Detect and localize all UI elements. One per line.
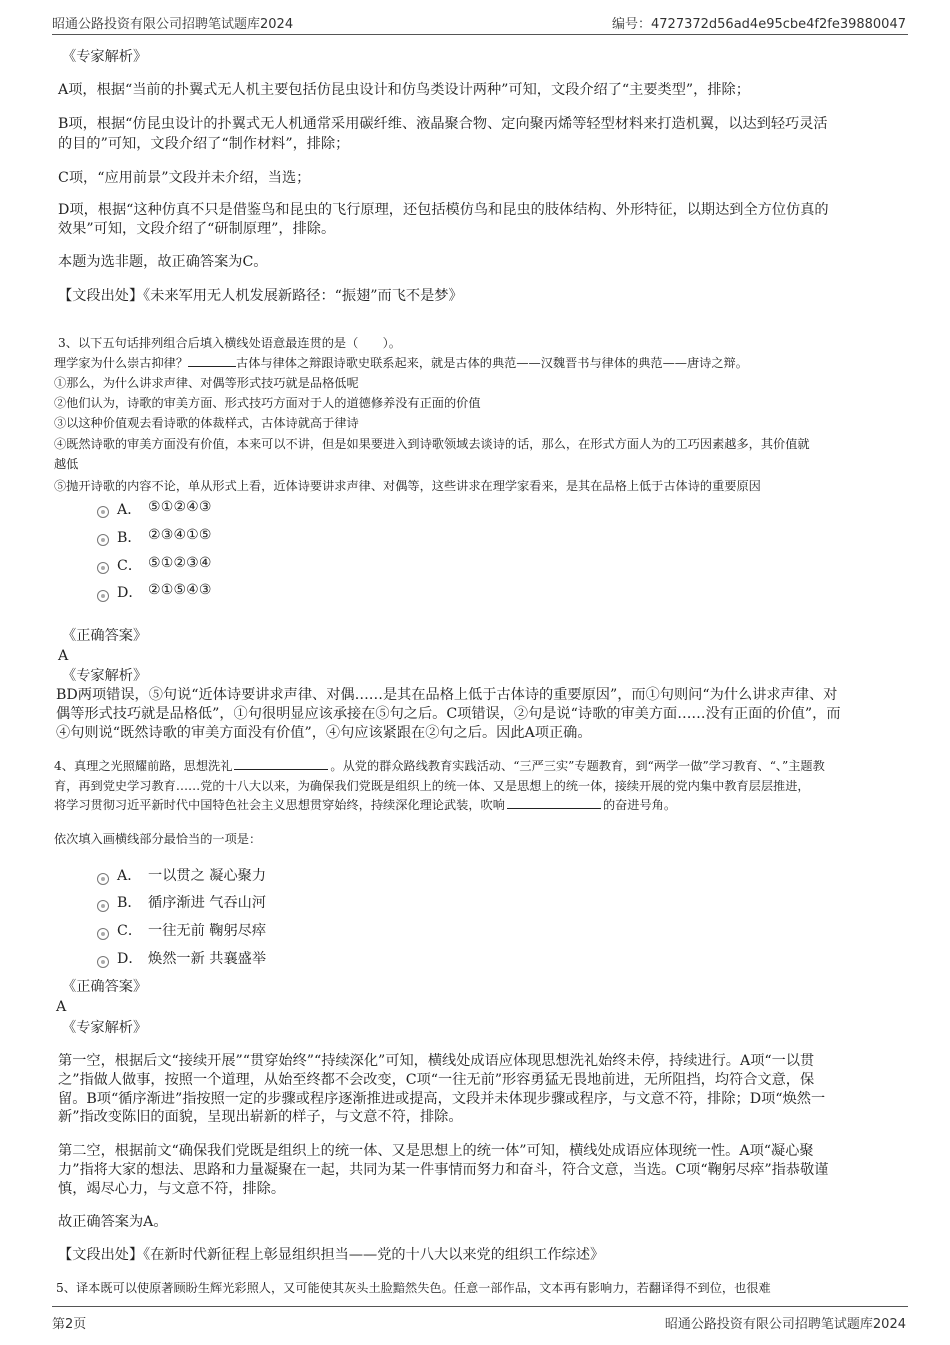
page-number: 第2页 xyxy=(52,1317,87,1332)
answer-label: 《正确答案》 xyxy=(62,628,148,644)
sentence-4-line2: 越低 xyxy=(54,457,79,471)
question-3-stem: 3、以下五句话排列组合后填入横线处语意最连贯的是（ ）。 xyxy=(58,336,401,350)
option-key: D． xyxy=(117,951,143,967)
question-4-stem-line2: 育，再到党史学习教育……党的十八大以来，为确保我们党既是组织上的统一体、又是思想上的统一体，接续开展的党内集中教育层层推进， xyxy=(54,779,810,793)
passage-text-post: 古体与律体之辩跟诗歌史联系起来，就是古体的典范——汉魏晋书与律体的典范——唐诗之辩。 xyxy=(236,356,748,370)
fill-blank xyxy=(507,796,601,809)
sentence-2: ②他们认为，诗歌的审美方面、形式技巧方面对于人的道德修养没有正面的价值 xyxy=(54,396,481,410)
header-title: 昭通公路投资有限公司招聘笔试题库2024 xyxy=(52,17,294,32)
stem-text-post: 。从党的群众路线教育实践活动、“三严三实”专题教育，到“两学一做”学习教育、“、”主题教 xyxy=(330,759,825,773)
header-divider xyxy=(52,34,908,35)
stem-text-pre: 4、真理之光照耀前路，思想洗礼 xyxy=(54,759,233,773)
analysis-para-a: A项，根据“当前的扑翼式无人机主要包括仿昆虫设计和仿鸟类设计两种”可知，文段介绍了“主要类型”，排除； xyxy=(58,82,750,98)
conclusion: 故正确答案为A。 xyxy=(58,1214,168,1230)
question-4-stem-line1 xyxy=(54,756,825,776)
option-key: A． xyxy=(117,868,142,884)
option-text: ②③④①⑤ xyxy=(148,527,212,543)
question-5-stem: 5、译本既可以使原著顾盼生辉光彩照人，又可能使其灰头土脸黯然失色。任意一部作品，文本再有影响力，若翻译得不到位，也很难 xyxy=(56,1281,771,1295)
radio-button[interactable] xyxy=(97,590,109,602)
radio-button[interactable] xyxy=(97,873,109,885)
source-citation: 【文段出处】《未来军用无人机发展新路径：“振翅”而飞不是梦》 xyxy=(58,288,463,304)
option-text: ②①⑤④③ xyxy=(148,582,212,598)
sentence-5: ⑤抛开诗歌的内容不论，单从形式上看，近体诗要讲求声律、对偶等，这些讲求在理学家看来，是其在品格上低于古体诗的重要原因 xyxy=(54,479,761,493)
sentence-1: ①那么，为什么讲求声律、对偶等形式技巧就是品格低呢 xyxy=(54,376,359,390)
option-text: 一以贯之 凝心聚力 xyxy=(148,868,267,884)
conclusion: 本题为选非题，故正确答案为C。 xyxy=(58,254,268,270)
analysis-label: 《专家解析》 xyxy=(62,1020,148,1036)
analysis-p1-line3: 留。B项“循序渐进”指按照一定的步骤或程序逐渐推进或提高，文段并未体现步骤或程序，与文意不符，排除；D项“焕然一 xyxy=(58,1091,826,1107)
analysis-p1-line4: 新”指改变陈旧的面貌，呈现出崭新的样子，与文意不符，排除。 xyxy=(58,1109,463,1125)
option-key: C． xyxy=(117,923,143,939)
analysis-para-b-line2: 的目的”可知，文段介绍了“制作材料”，排除； xyxy=(58,136,350,152)
option-key: D． xyxy=(117,585,143,601)
answer-value: A xyxy=(56,999,67,1015)
stem-text-post: 的奋进号角。 xyxy=(602,798,677,812)
stem-text-pre: 将学习贯彻习近平新时代中国特色社会主义思想贯穿始终，持续深化理论武装，吹响 xyxy=(54,798,505,812)
radio-button[interactable] xyxy=(97,900,109,912)
fill-blank xyxy=(188,354,236,367)
question-4-prompt: 依次填入画横线部分最恰当的一项是： xyxy=(54,832,262,846)
option-text: 一往无前 鞠躬尽瘁 xyxy=(148,923,267,939)
answer-value: A xyxy=(58,648,69,664)
option-text: 循序渐进 气吞山河 xyxy=(148,895,267,911)
document-id: 编号：4727372d56ad4e95cbe4f2fe39880047 xyxy=(612,17,906,32)
question-4-stem-line3 xyxy=(54,795,676,815)
analysis-para-d-line2: 效果”可知，文段介绍了“研制原理”，排除。 xyxy=(58,221,336,237)
option-text: 焕然一新 共襄盛举 xyxy=(148,951,267,967)
footer-title: 昭通公路投资有限公司招聘笔试题库2024 xyxy=(664,1317,906,1332)
analysis-p2-line3: 慎，竭尽心力，与文意不符，排除。 xyxy=(58,1181,286,1197)
option-key: B． xyxy=(117,530,142,546)
option-key: A． xyxy=(117,502,142,518)
question-3-passage xyxy=(54,353,748,373)
analysis-p2-line2: 力”指将大家的想法、思路和力量凝聚在一起，共同为某一件事情而努力和奋斗，符合文意，当选。C项“鞠躬尽瘁”指恭敬谨 xyxy=(58,1162,829,1178)
passage-text-pre: 理学家为什么崇古抑律？ xyxy=(54,356,189,370)
option-text: ⑤①②④③ xyxy=(148,499,212,515)
option-key: B． xyxy=(117,895,142,911)
radio-button[interactable] xyxy=(97,956,109,968)
footer-divider xyxy=(52,1306,908,1307)
sentence-3: ③以这种价值观去看诗歌的体裁样式，古体诗就高于律诗 xyxy=(54,416,359,430)
radio-button[interactable] xyxy=(97,928,109,940)
fill-blank xyxy=(234,757,328,770)
analysis-p2-line1: 第二空，根据前文“确保我们党既是组织上的统一体、又是思想上的统一体”可知，横线处成语应体现统一性。A项“凝心聚 xyxy=(58,1143,814,1159)
analysis-line-2: 偶等形式技巧就是品格低”，①句很明显应该承接在⑤句之后。C项错误，②句是说“诗歌的审美方面……没有正面的价值”，而 xyxy=(56,706,841,722)
source-citation: 【文段出处】《在新时代新征程上彰显组织担当——党的十八大以来党的组织工作综述》 xyxy=(58,1247,605,1263)
option-text: ⑤①②③④ xyxy=(148,555,212,571)
analysis-label: 《专家解析》 xyxy=(62,49,148,65)
analysis-p1-line1: 第一空，根据后文“接续开展”“贯穿始终”“持续深化”可知，横线处成语应体现思想洗礼始终未停，持续进行。A项“一以贯 xyxy=(58,1053,815,1069)
radio-button[interactable] xyxy=(97,562,109,574)
analysis-line-1: BD两项错误，⑤句说“近体诗要讲求声律、对偶……是其在品格上低于古体诗的重要原因”，而①句则问“为什么讲求声律、对 xyxy=(56,687,838,703)
analysis-line-3: ④句则说“既然诗歌的审美方面没有价值”，④句应该紧跟在②句之后。因此A项正确。 xyxy=(56,725,592,741)
option-key: C． xyxy=(117,558,143,574)
analysis-label: 《专家解析》 xyxy=(62,668,148,684)
analysis-para-b-line1: B项，根据“仿昆虫设计的扑翼式无人机通常采用碳纤维、液晶聚合物、定向聚丙烯等轻型材料来打造机翼，以达到轻巧灵活 xyxy=(58,116,828,132)
analysis-para-c: C项，“应用前景”文段并未介绍，当选； xyxy=(58,170,311,186)
radio-button[interactable] xyxy=(97,506,109,518)
answer-label: 《正确答案》 xyxy=(62,979,148,995)
sentence-4-line1: ④既然诗歌的审美方面没有价值，本来可以不讲，但是如果要进入到诗歌领域去谈诗的话，那么，在形式方面人为的工巧因素越多，其价值就 xyxy=(54,437,810,451)
analysis-para-d-line1: D项，根据“这种仿真不只是借鉴鸟和昆虫的飞行原理，还包括模仿鸟和昆虫的肢体结构、外形特征，以期达到全方位仿真的 xyxy=(58,202,829,218)
analysis-p1-line2: 之”指做人做事，按照一个道理，从始至终都不会改变，C项“一往无前”形容勇猛无畏地前进，无所阻挡，均符合文意，保 xyxy=(58,1072,815,1088)
radio-button[interactable] xyxy=(97,534,109,546)
